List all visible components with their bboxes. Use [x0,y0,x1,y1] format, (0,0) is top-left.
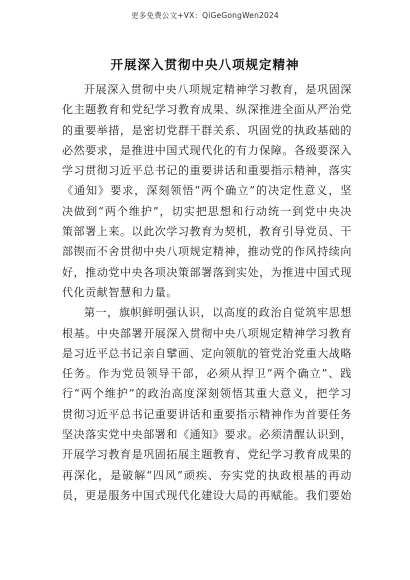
paragraph-intro: 开展深入贯彻中央八项规定精神学习教育，是巩固深化主题教育和党纪学习教育成果、纵深推进全面从严治党的重要举措，是密切党群干群关系、巩固党的执政基础的必然要求，是推进中国式现代化的有力保障。各级要深入学习贯彻习近平总书记的重要讲话和重要指示精神，落实《通知》要求，深刻领悟“两个确立”的决定性意义，坚决做到“两个维护”，切实把思想和行动统一到党中央决策部署上来。以此次学习教育为契机，教育引导党员、干部锲而不舍贯彻中央八项规定精神，推动党的作风持续向好，推动党中央各项决策部署落到实处，为推进中国式现代化贡献智慧和力量。 [62,83,352,299]
paragraph-point-one: 第一，旗帜鲜明强认识，以高度的政治自觉筑牢思想根基。中央部署开展深入贯彻中央八项规定精神学习教育是习近平总书记亲自擘画、定向领航的管党治党重大战略任务。作为党员领导干部，必须从捍卫“两个确立”、践行“两个维护”的政治高度深刻领悟其重大意义，把学习贯彻习近平总书记重要讲话和重要指示精神作为首要任务坚决落实党中央部署和《通知》要求。必须清醒认识到，开展学习教育是巩固拓展主题教育、党纪学习教育成果的再深化，是破解“四风”顽疾、夯实党的执政根基的再动员，更是服务中国式现代化建设大局的再赋能。我们要始 [62,306,352,502]
document-body [62,80,352,506]
header-watermark: 更多免费公文+VX：QiGeGongWen2024 [131,11,279,20]
document-title: 开展深入贯彻中央八项规定精神 [110,57,300,72]
